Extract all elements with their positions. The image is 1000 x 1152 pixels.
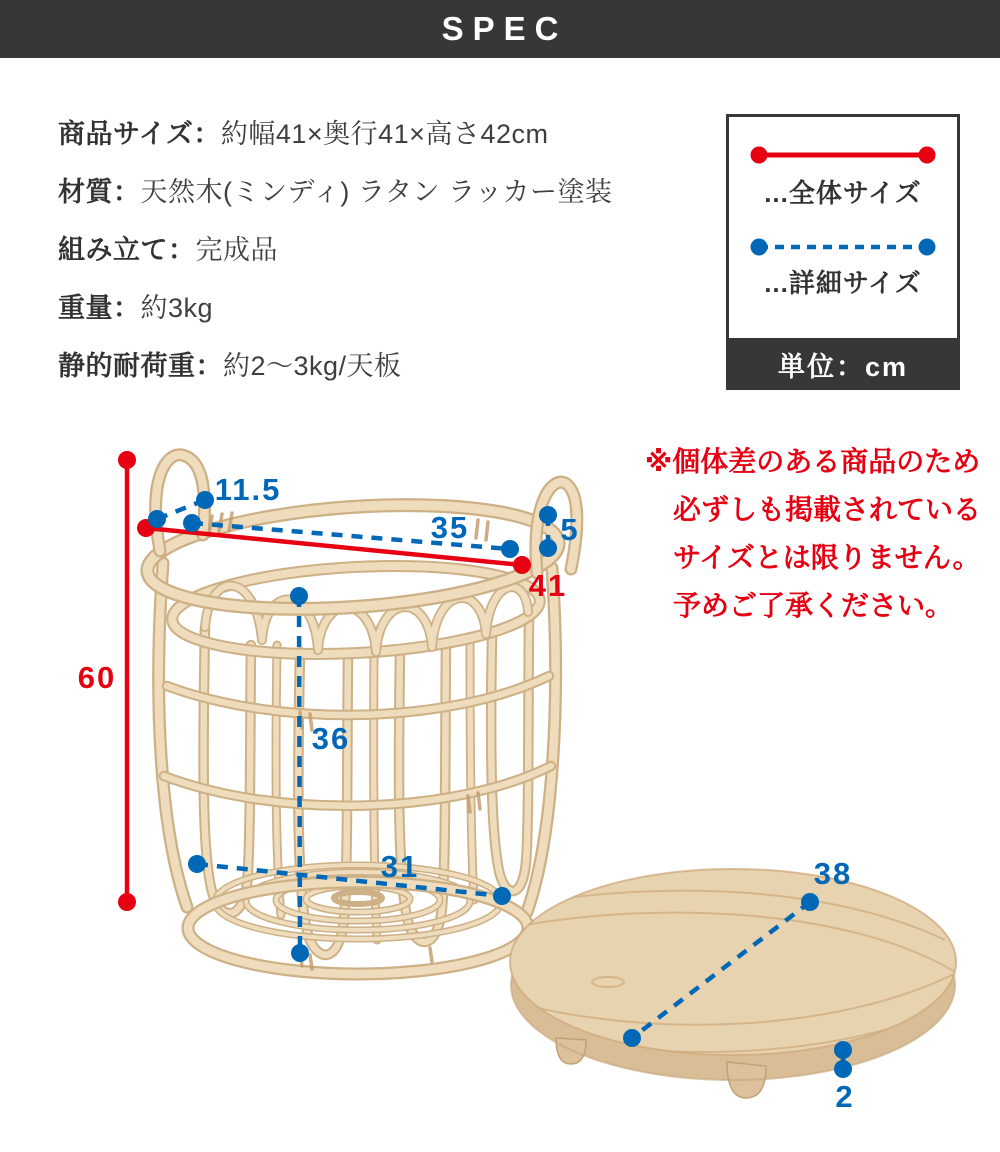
svg-text:36: 36 (311, 721, 351, 756)
note-line: 必ずしも掲載されている (673, 494, 982, 525)
svg-text:38: 38 (813, 856, 853, 891)
spec-value: 約3kg (140, 293, 214, 323)
svg-text:35: 35 (430, 510, 470, 545)
svg-text:2: 2 (835, 1079, 855, 1114)
spec-label: 組み立て： (58, 235, 196, 265)
illustration-svg (0, 420, 1000, 1152)
unit-bar: 単位：cm (726, 338, 960, 390)
note-line: サイズとは限りません。 (673, 542, 981, 573)
overall-size-label: ...全体サイズ (764, 178, 922, 208)
spec-row-size (58, 120, 613, 148)
spec-label: 商品サイズ： (58, 119, 221, 149)
spec-row-weight (58, 294, 613, 322)
note-line: ※個体差のある商品のため (645, 446, 981, 477)
note-line: 予めご了承ください。 (673, 590, 954, 621)
spec-label: 材質： (58, 177, 141, 207)
svg-text:5: 5 (560, 512, 580, 547)
svg-text:11.5: 11.5 (214, 472, 282, 507)
svg-text:60: 60 (77, 660, 117, 695)
spec-row-load (58, 352, 613, 380)
header-bar (0, 0, 1000, 58)
page-title: SPEC (441, 10, 568, 47)
spec-value: 約2〜3kg/天板 (223, 351, 402, 381)
spec-value: 完成品 (195, 235, 278, 265)
spec-row-material (58, 178, 613, 206)
lid-illustration (500, 869, 960, 1098)
detail-size-line-icon (729, 235, 957, 259)
svg-text:31: 31 (380, 849, 420, 884)
spec-list (58, 120, 613, 410)
spec-label: 重量： (58, 293, 141, 323)
overall-size-line-icon (729, 143, 957, 167)
spec-row-assembly (58, 236, 613, 264)
svg-text:41: 41 (528, 568, 568, 603)
spec-label: 静的耐荷重： (58, 351, 223, 381)
legend-box (726, 114, 960, 390)
dimension-height-60 (78, 451, 136, 911)
spec-value: 天然木(ミンディ) ラタン ラッカー塗装 (140, 177, 613, 207)
spec-value: 約幅41×奥行41×高さ42cm (220, 119, 549, 149)
detail-size-label: ...詳細サイズ (764, 268, 922, 298)
dimension-lid-thickness-2 (834, 1041, 855, 1114)
